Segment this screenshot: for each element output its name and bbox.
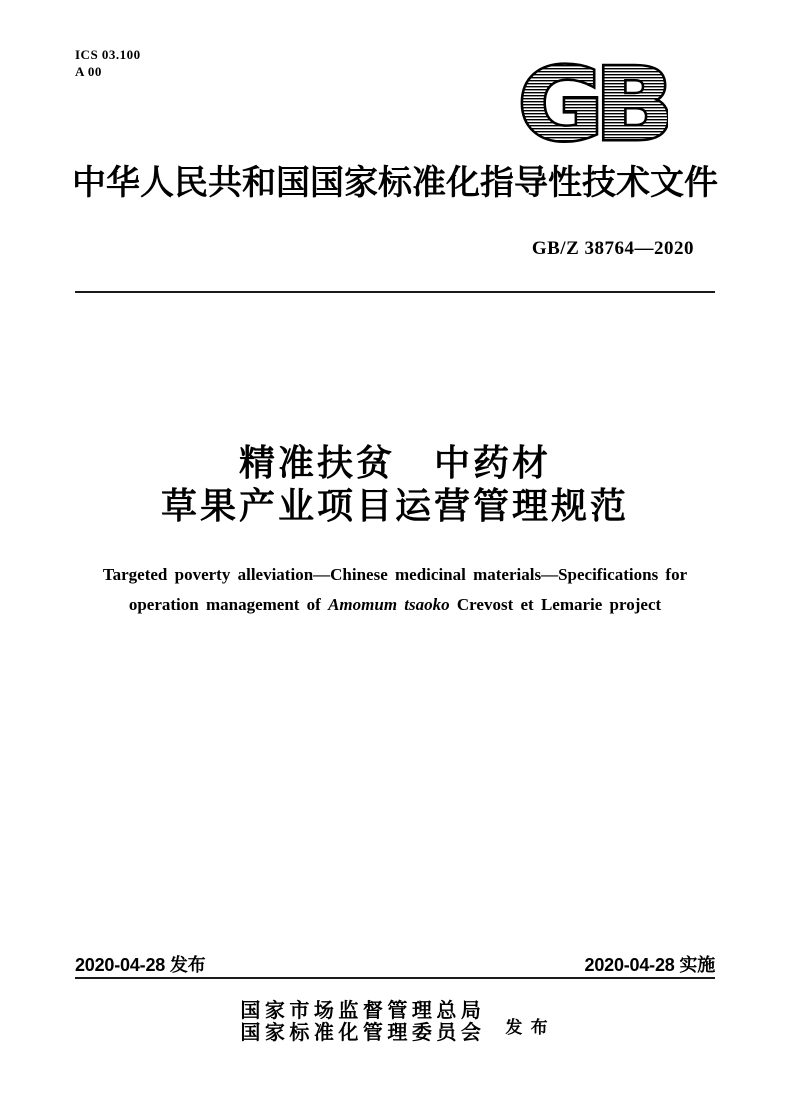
footer-rule	[75, 977, 715, 979]
publish-label: 发 布	[505, 1018, 550, 1037]
implement-date: 2020-04-28 实施	[584, 955, 715, 975]
gb-logo-graphic	[516, 56, 668, 144]
cn-title-line1: 精准扶贫 中药材	[238, 442, 551, 483]
issue-date: 2020-04-28 发布	[75, 955, 206, 975]
issuer-names	[240, 1000, 485, 1044]
standard-title-chinese	[0, 441, 790, 527]
issuer-primary: 国家市场监督管理总局	[240, 1000, 486, 1022]
en-title-line2-prefix: operation management of	[128, 595, 329, 614]
ics-code: ICS 03.100	[75, 47, 141, 62]
en-title-line1: Targeted poverty alleviation—Chinese medicinal materials—Specifications for	[102, 565, 688, 584]
header-rule	[75, 291, 715, 293]
document-category-title: 中华人民共和国国家标准化指导性技术文件	[72, 165, 718, 202]
standard-title-english	[0, 560, 790, 620]
classification-code: A 00	[75, 64, 102, 79]
gb-logo-text: GB	[518, 56, 668, 144]
issuer-secondary: 国家标准化管理委员会	[240, 1022, 486, 1044]
latin-species-name: Amomum tsaoko	[328, 595, 450, 614]
gb-logo	[516, 56, 668, 144]
issuer-block	[0, 1000, 790, 1044]
en-title-line2-suffix: Crevost et Lemarie project	[449, 595, 662, 614]
dates-row	[75, 951, 715, 977]
ics-codes	[75, 46, 141, 80]
standard-number: GB/Z 38764—2020	[531, 238, 694, 259]
cn-title-line2: 草果产业项目运营管理规范	[160, 485, 629, 526]
en-title-line2	[0, 590, 790, 620]
